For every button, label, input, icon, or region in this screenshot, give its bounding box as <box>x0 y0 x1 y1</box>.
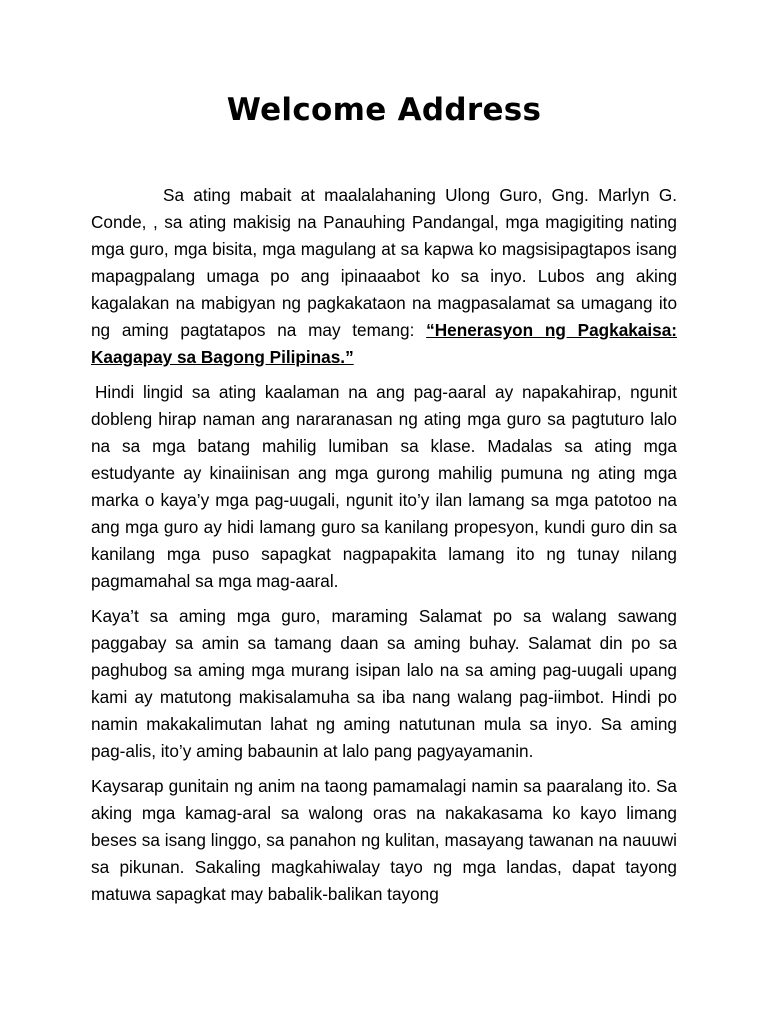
paragraph-teachers-hardship: Hindi lingid sa ating kaalaman na ang pag-aaral ay napakahirap, ngunit dobleng hirap naman ang nararanasan ng ating mga guro sa pagtuturo lalo na sa mga batang mahilig lumiban sa klase. Madalas sa ating mga estudyante ay kinaiinisan ang mga gurong mahilig pumuna ng ating mga marka o kaya’y mga pag-uugali, ngunit ito’y ilan lamang sa mga patotoo na ang mga guro ay hidi lamang guro sa kanilang propesyon, kundi guro din sa kanilang mga puso sapagkat nagpapakita lamang ito ng tunay nilang pagmamahal sa mga mag-aaral. <box>91 382 677 591</box>
paragraph-thanks-teachers: Kaya’t sa aming mga guro, maraming Salamat po sa walang sawang paggabay sa amin sa tamang daan sa aming buhay. Salamat din po sa paghubog sa aming mga murang isipan lalo na sa aming pag-uugali upang kami ay matutong makisalamuha sa iba nang walang pag-iimbot. Hindi po namin makakalimutan lahat ng aming natutunan mula sa inyo. Sa aming pag-alis, ito’y aming babaunin at lalo pang pagyayamanin. <box>91 606 677 761</box>
document-title: Welcome Address <box>226 92 542 128</box>
document-body <box>91 182 677 916</box>
graduation-theme: “Henerasyon ng Pagkakaisa: Kaagapay sa Bagong Pilipinas.” <box>91 320 677 367</box>
paragraph-greeting-text: Sa ating mabait at maalalahaning Ulong Guro, Gng. Marlyn G. Conde, , sa ating makisig na Panauhing Pandangal, mga magigiting nating mga guro, mga bisita, mga magulang at sa kapwa ko magsisipagtapos isang mapagpalang umaga po ang ipinaaabot ko sa inyo. Lubos ang aking kagalakan na mabigyan ng pagkakataon na magpasalamat sa umagang ito ng aming pagtatapos na may temang: <box>91 185 677 340</box>
paragraph-classmates: Kaysarap gunitain ng anim na taong pamamalagi namin sa paaralang ito. Sa aking mga kamag-aral sa walong oras na nakakasama ko kayo limang beses sa isang linggo, sa panahon ng kulitan, masayang tawanan na nauuwi sa pikunan. Sakaling magkahiwalay tayo ng mga landas, dapat tayong matuwa sapagkat may babalik-balikan tayong <box>91 776 677 904</box>
paragraph-greeting <box>91 182 677 371</box>
